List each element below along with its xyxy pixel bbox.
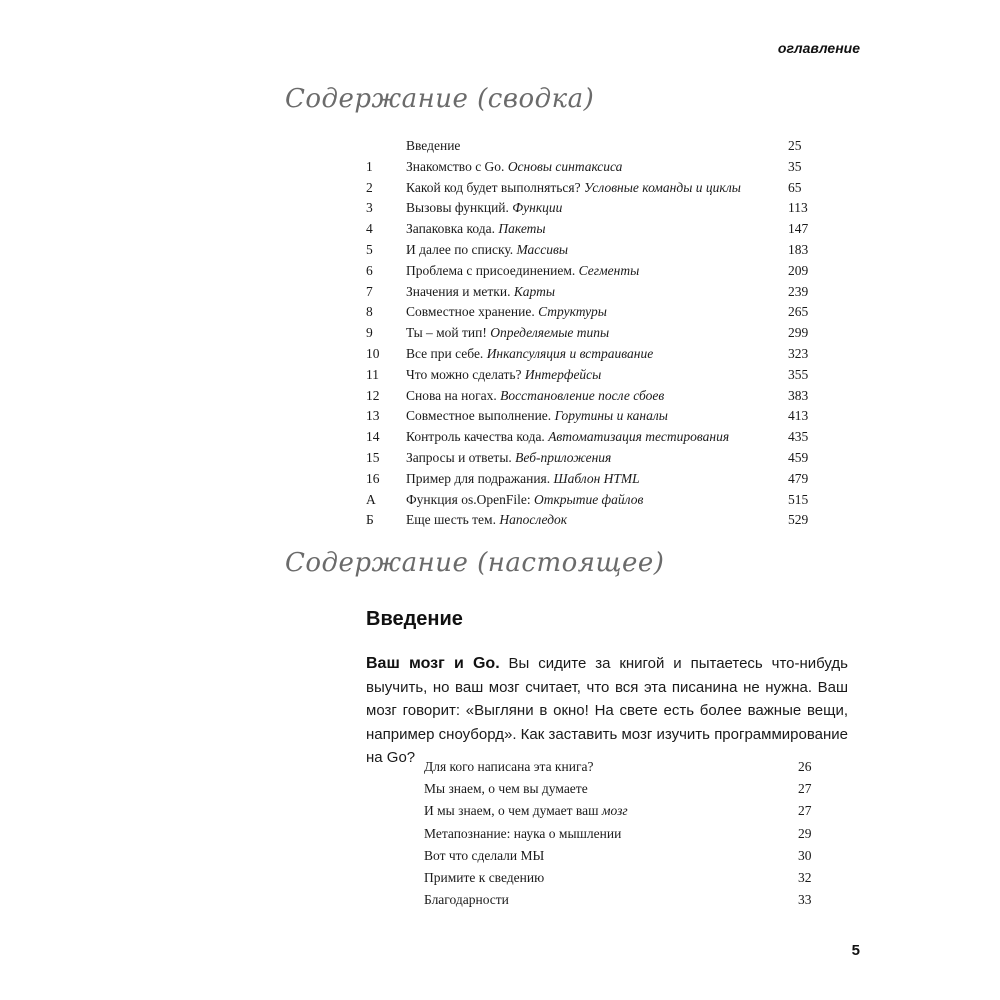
toc-entry-title: Запаковка кода. xyxy=(406,221,495,237)
toc-entry-title: Запросы и ответы. xyxy=(406,449,512,465)
toc-entry[interactable] xyxy=(366,263,820,284)
section-entry[interactable] xyxy=(424,870,820,892)
toc-entry[interactable] xyxy=(366,325,820,346)
toc-entry-page: 459 xyxy=(788,449,809,465)
section-entry-page: 27 xyxy=(798,803,812,819)
section-entry[interactable] xyxy=(424,848,820,870)
intro-section-list xyxy=(424,759,820,914)
toc-entry-subtitle: Пакеты xyxy=(498,221,546,237)
toc-entry-title: Пример для подражания. xyxy=(406,470,551,486)
section-entry-title: Благодарности xyxy=(424,892,509,908)
section-entry[interactable] xyxy=(424,892,820,914)
section-entry-page: 30 xyxy=(798,847,812,863)
toc-entry-page: 35 xyxy=(788,158,802,174)
section-entry-page: 27 xyxy=(798,781,812,797)
toc-entry-subtitle: Условные команды и циклы xyxy=(583,179,741,195)
toc-entry-number: А xyxy=(366,491,376,507)
toc-entry[interactable] xyxy=(366,450,820,471)
toc-entry-title: Функция os.OpenFile: xyxy=(406,491,531,507)
toc-entry-title: Все при себе. xyxy=(406,345,484,361)
toc-entry-number: 4 xyxy=(366,221,373,237)
toc-entry[interactable] xyxy=(366,159,820,180)
toc-entry-title: И далее по списку. xyxy=(406,241,514,257)
toc-entry-page: 515 xyxy=(788,491,809,507)
toc-entry-subtitle: Структуры xyxy=(538,304,607,320)
toc-entry-subtitle: Восстановление после сбоев xyxy=(500,387,665,403)
toc-entry[interactable] xyxy=(366,138,820,159)
toc-entry-page: 479 xyxy=(788,470,809,486)
toc-entry-title: Снова на ногах. xyxy=(406,387,497,403)
toc-entry-page: 25 xyxy=(788,138,802,153)
toc-entry-subtitle: Инкапсуляция и встраивание xyxy=(486,345,654,361)
toc-entry[interactable] xyxy=(366,346,820,367)
section-entry-title: Метапознание: наука о мышлении xyxy=(424,825,622,841)
toc-entry-number: 16 xyxy=(366,470,380,486)
section-entry-emphasis: мозг xyxy=(601,803,628,819)
toc-entry-number: Б xyxy=(366,512,374,528)
toc-entry[interactable] xyxy=(366,492,820,513)
toc-entry-title: Совместное выполнение. xyxy=(406,408,552,424)
toc-entry-page: 529 xyxy=(788,512,809,528)
toc-entry[interactable] xyxy=(366,367,820,388)
toc-entry-subtitle: Шаблон HTML xyxy=(553,470,640,486)
toc-entry[interactable] xyxy=(366,388,820,409)
toc-entry[interactable] xyxy=(366,200,820,221)
toc-entry-subtitle: Определяемые типы xyxy=(490,325,610,341)
toc-entry-title: Еще шесть тем. xyxy=(406,512,496,528)
section-entry-title: Мы знаем, о чем вы думаете xyxy=(424,781,588,797)
toc-entry-subtitle: Карты xyxy=(513,283,556,299)
toc-entry-number: 2 xyxy=(366,179,373,195)
toc-entry-subtitle: Сегменты xyxy=(578,262,640,278)
toc-entry-number: 1 xyxy=(366,158,373,174)
section-entry-title: Для кого написана эта книга? xyxy=(424,759,594,774)
toc-entry-title: Совместное хранение. xyxy=(406,304,535,320)
section-entry-page: 26 xyxy=(798,759,812,774)
toc-entry[interactable] xyxy=(366,408,820,429)
toc-entry-number: 5 xyxy=(366,241,373,257)
toc-entry-subtitle: Веб-приложения xyxy=(515,449,612,465)
section-entry[interactable] xyxy=(424,803,820,825)
toc-entry-page: 183 xyxy=(788,241,809,257)
section-entry-title: Примите к сведению xyxy=(424,869,545,885)
toc-entry-title: Проблема с присоединением. xyxy=(406,262,576,278)
toc-entry-title: Контроль качества кода. xyxy=(406,429,545,445)
toc-entry-number: 12 xyxy=(366,387,380,403)
toc-entry-number: 3 xyxy=(366,200,373,216)
intro-paragraph xyxy=(366,652,848,770)
toc-entry-subtitle: Открытие файлов xyxy=(533,491,644,507)
section-entry-title: И мы знаем, о чем думает ваш xyxy=(424,803,602,819)
toc-entry-title: Введение xyxy=(406,138,461,153)
toc-entry[interactable] xyxy=(366,429,820,450)
toc-entry-number: 10 xyxy=(366,345,380,361)
toc-entry-title: Вызовы функций. xyxy=(406,200,509,216)
summary-contents-title: Содержание (сводка) xyxy=(285,84,595,114)
toc-entry-title: Значения и метки. xyxy=(406,283,511,299)
toc-entry[interactable] xyxy=(366,242,820,263)
section-entry[interactable] xyxy=(424,759,820,781)
toc-entry[interactable] xyxy=(366,221,820,242)
intro-text: Вы сидите за книгой и пытаетесь что-нибудь выучить, но ваш мозг считает, что вся эта писанина не нужна. Ваш мозг говорит: «Выгляни в окно! На свете есть более важные вещи, например сноуборд». Как заставить мозг изучить программирование на Go? xyxy=(366,655,848,766)
toc-entry-subtitle: Горутины и каналы xyxy=(554,408,668,424)
toc-entry-number: 6 xyxy=(366,262,373,278)
chapter-heading: Введение xyxy=(366,608,463,630)
toc-entry-number: 14 xyxy=(366,429,380,445)
toc-entry-number: 8 xyxy=(366,304,373,320)
detailed-contents-title: Содержание (настоящее) xyxy=(285,548,665,578)
section-entry-page: 33 xyxy=(798,892,812,908)
toc-entry-page: 113 xyxy=(788,200,808,216)
section-entry-title: Вот что сделали МЫ xyxy=(424,847,545,863)
toc-entry-page: 147 xyxy=(788,221,809,237)
toc-entry-page: 239 xyxy=(788,283,809,299)
toc-entry-subtitle: Напоследок xyxy=(499,512,568,528)
section-entry-page: 32 xyxy=(798,869,812,885)
toc-entry-title: Какой код будет выполняться? xyxy=(406,179,581,195)
toc-entry-subtitle: Автоматизация тестирования xyxy=(548,429,730,445)
toc-entry-number: 7 xyxy=(366,283,373,299)
toc-entry[interactable] xyxy=(366,180,820,201)
running-head: оглавление xyxy=(777,40,860,56)
section-entry[interactable] xyxy=(424,826,820,848)
toc-entry-title: Что можно сделать? xyxy=(406,366,522,382)
toc-entry-page: 435 xyxy=(788,429,809,445)
toc-entry-page: 299 xyxy=(788,325,809,341)
toc-entry-subtitle: Интерфейсы xyxy=(524,366,602,382)
toc-entry-title: Знакомство с Go. xyxy=(406,158,505,174)
toc-entry-subtitle: Массивы xyxy=(516,241,569,257)
toc-entry[interactable] xyxy=(366,304,820,325)
toc-entry-subtitle: Функции xyxy=(512,200,563,216)
toc-entry-number: 15 xyxy=(366,449,380,465)
intro-lead: Ваш мозг и Go. xyxy=(366,655,500,672)
toc-entry-subtitle: Основы синтаксиса xyxy=(507,158,623,174)
section-entry-page: 29 xyxy=(798,825,812,841)
section-entry[interactable] xyxy=(424,781,820,803)
toc-entry[interactable] xyxy=(366,284,820,305)
toc-entry-number: 11 xyxy=(366,366,379,382)
toc-entry-page: 209 xyxy=(788,262,809,278)
toc-entry-page: 323 xyxy=(788,345,809,361)
toc-entry[interactable] xyxy=(366,512,820,533)
toc-entry-number: 13 xyxy=(366,408,380,424)
summary-contents-list xyxy=(366,138,820,533)
toc-entry[interactable] xyxy=(366,471,820,492)
toc-entry-number: 9 xyxy=(366,325,373,341)
toc-entry-page: 413 xyxy=(788,408,809,424)
toc-entry-title: Ты – мой тип! xyxy=(406,325,487,341)
toc-entry-page: 383 xyxy=(788,387,809,403)
toc-entry-page: 65 xyxy=(788,179,802,195)
toc-entry-page: 265 xyxy=(788,304,809,320)
page-number: 5 xyxy=(851,942,860,959)
toc-entry-page: 355 xyxy=(788,366,809,382)
